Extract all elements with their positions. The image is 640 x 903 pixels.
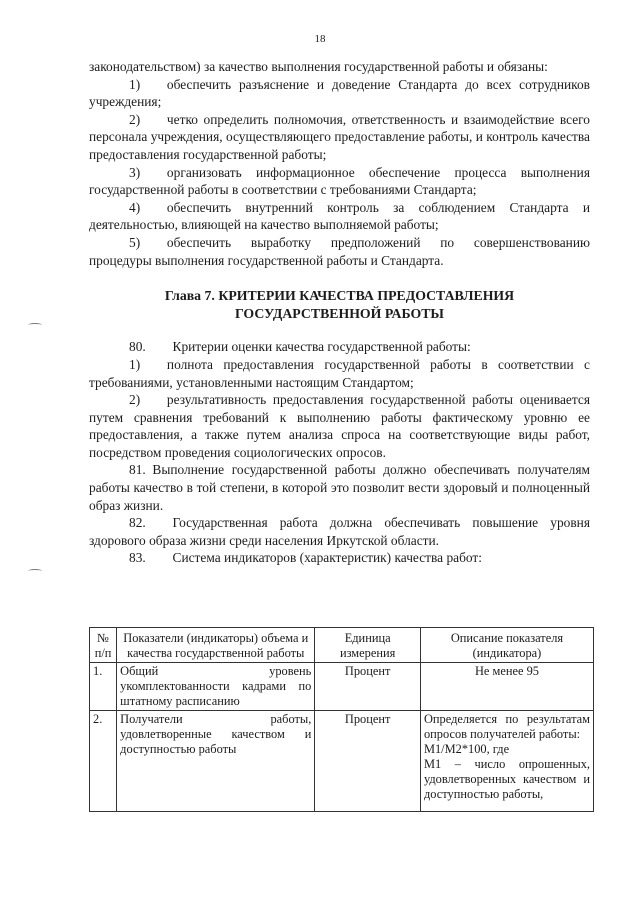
paragraph: 81. Выполнение государственной работы должно обеспечивать получателям работы качество в той степени, в которой это позволит вести здоровый и полноценный образ жизни. <box>89 462 590 513</box>
list-item: 2) четко определить полномочия, ответственность и взаимодействие всего персонала учреждения, осуществляющего предоставление работы, и контроль качества предоставления государственной работы; <box>89 111 590 162</box>
table-header: Описание показателя (индикатора) <box>420 628 593 663</box>
page-number: 18 <box>314 33 326 45</box>
list-item: 5) обеспечить выработку предположений по совершенствованию процедуры выполнения государственной работы и Стандарта. <box>89 234 590 268</box>
chapter-title-line: ГОСУДАРСТВЕННОЙ РАБОТЫ <box>235 305 444 321</box>
table-cell-num: 1. <box>90 663 117 711</box>
table-header: Единица измерения <box>315 628 421 663</box>
paragraph: законодательством) за качество выполнения государственной работы и обязаны: <box>89 59 548 74</box>
list-item: 1) обеспечить разъяснение и доведение Стандарта до всех сотрудников учреждения; <box>89 76 590 110</box>
chapter-title <box>89 287 590 322</box>
description-line: Определяется по результатам опросов получателей работы: <box>423 712 590 741</box>
table-cell-unit: Процент <box>315 711 421 812</box>
paragraph: 80. Критерии оценки качества государственной работы: <box>129 339 471 355</box>
table-cell-unit: Процент <box>315 663 421 711</box>
paragraph: 82. Государственная работа должна обеспечивать повышение уровня здорового образа жизни среди населения Иркутской области. <box>89 515 590 548</box>
paragraph: 83. Система индикаторов (характеристик) качества работ: <box>129 550 482 566</box>
list-item: 3) организовать информационное обеспечение процесса выполнения государственной работы в соответствии с требованиями Стандарта; <box>89 164 590 198</box>
table-row <box>90 663 594 711</box>
table-cell-indicator: Общий уровень укомплектованности кадрами по штатному расписанию <box>117 663 315 711</box>
table-cell-num: 2. <box>90 711 117 812</box>
table-header: № п/п <box>90 628 117 663</box>
margin-mark <box>28 323 42 327</box>
table-cell-description <box>420 711 593 812</box>
list-item: 1) полнота предоставления государственной работы в соответствии с требованиями, установленными настоящим Стандартом; <box>89 356 590 390</box>
document-body <box>89 58 590 567</box>
table-header-row <box>90 628 594 663</box>
description-line: М1 – число опрошенных, удовлетворенных качеством и доступностью работы, <box>423 757 590 801</box>
description-line: М1/М2*100, где <box>423 742 510 756</box>
table-cell-indicator: Получатели работы, удовлетворенные качеством и доступностью работы <box>117 711 315 812</box>
table-cell-description: Не менее 95 <box>420 663 593 711</box>
indicators-table <box>89 627 594 812</box>
table-row <box>90 711 594 812</box>
chapter-title-line: Глава 7. КРИТЕРИИ КАЧЕСТВА ПРЕДОСТАВЛЕНИЯ <box>164 288 515 304</box>
table-header: Показатели (индикаторы) объема и качества государственной работы <box>117 628 315 663</box>
margin-mark <box>28 569 42 573</box>
list-item: 4) обеспечить внутренний контроль за соблюдением Стандарта и деятельностью, влияющей на качество выполняемой работы; <box>89 199 590 233</box>
list-item: 2) результативность предоставления государственной работы оценивается путем сравнения требований к выполнению работы фактическому уровню ее предоставления, а также путем анализа спроса на соответствующие виды работ, посредством проведения социологических опросов. <box>89 392 590 460</box>
